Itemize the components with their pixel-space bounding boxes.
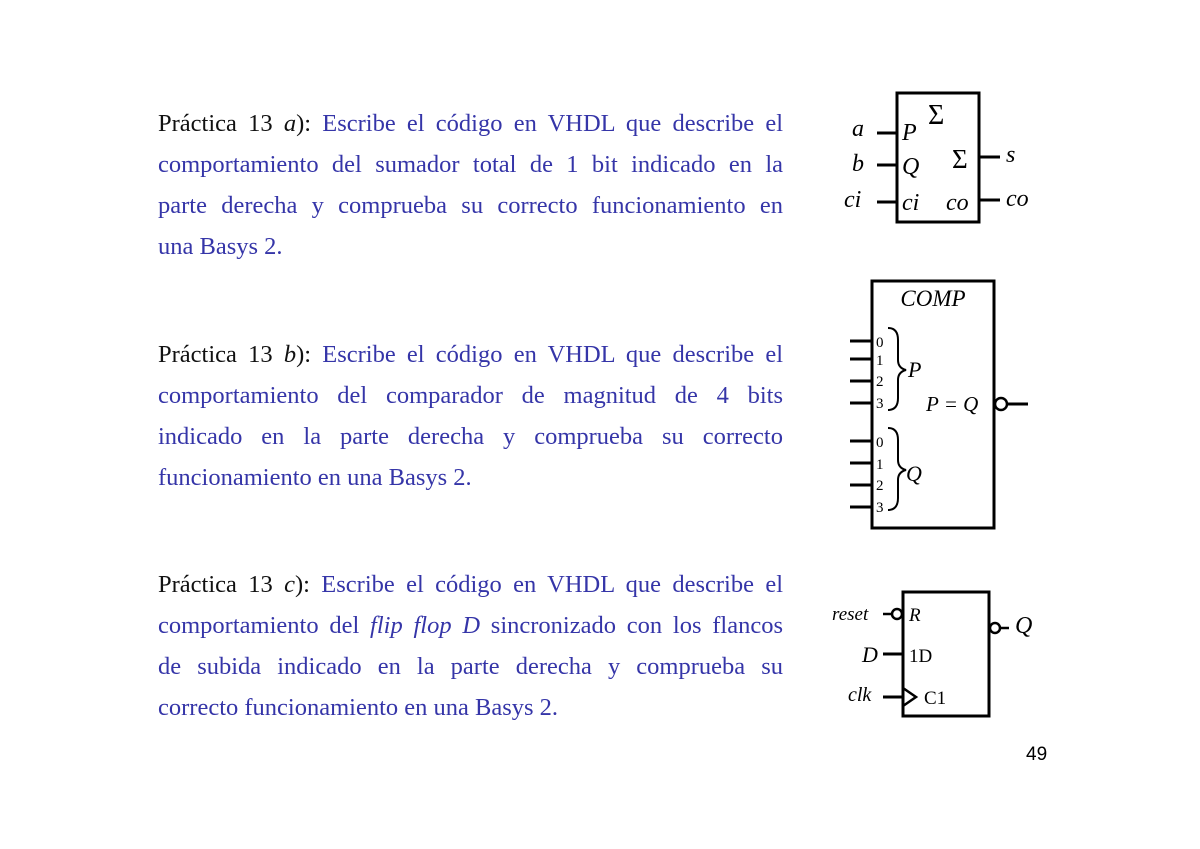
- comparator-output-label: P = Q: [926, 392, 979, 416]
- practice-c-label: Práctica 13 c):: [158, 571, 310, 598]
- full-adder-diagram: [844, 93, 1029, 222]
- flipflop-clock-triangle: [903, 688, 916, 706]
- flipflop-reset-bubble: [892, 609, 902, 619]
- practice-b-line-3: indicado en la parte derecha y comprueba su correcto: [158, 423, 783, 450]
- page-number: 49: [1026, 744, 1048, 765]
- practice-a-line-1: Práctica 13 a): Escribe el código en VHDL que describe el: [158, 110, 784, 137]
- flipflop-diagram: [832, 592, 1032, 716]
- practice-a-label: Práctica 13 a):: [158, 110, 312, 137]
- adder-input-b: b: [852, 151, 864, 177]
- adder-pin-q: Q: [902, 154, 920, 180]
- flipflop-input-clk: clk: [848, 684, 872, 706]
- practice-c-line-3: de subida indicado en la parte derecha y comprueba su: [158, 653, 783, 680]
- flip-flop-term: flip flop D: [370, 612, 481, 639]
- flipflop-input-d: D: [862, 642, 878, 667]
- comparator-q-bit-2: 2: [876, 478, 884, 494]
- adder-pin-p: P: [902, 120, 917, 146]
- adder-sigma-title: Σ: [928, 100, 945, 131]
- comparator-title: COMP: [900, 286, 966, 311]
- adder-pin-sigma: Σ: [952, 144, 968, 174]
- flipflop-pin-c: C1: [924, 688, 947, 709]
- comparator-p-bit-1: 1: [876, 353, 884, 369]
- comparator-brace-q: [888, 428, 906, 510]
- adder-pin-ci: ci: [902, 190, 920, 216]
- flipflop-pin-r: R: [909, 605, 921, 626]
- practice-a-line-3: parte derecha y comprueba su correcto funcionamiento en: [158, 192, 783, 219]
- adder-input-ci: ci: [844, 187, 862, 213]
- flipflop-pin-d: 1D: [909, 646, 933, 667]
- adder-output-s: s: [1006, 142, 1016, 168]
- comparator-q-bit-1: 1: [876, 457, 884, 473]
- practice-c-line-2: comportamiento del flip flop D sincronizado con los flancos: [158, 612, 783, 639]
- comparator-p-bit-2: 2: [876, 374, 884, 390]
- flipflop-output-bubble: [990, 623, 1000, 633]
- practice-a-line-4: una Basys 2.: [158, 233, 283, 260]
- flipflop-input-reset: reset: [832, 604, 869, 625]
- comparator-q-bit-3: 3: [876, 500, 884, 516]
- comparator-p-bit-3: 3: [876, 396, 884, 412]
- adder-output-co: co: [1006, 186, 1029, 212]
- adder-pin-co: co: [946, 190, 969, 216]
- comparator-p-label: P: [908, 357, 922, 382]
- comparator-output-bubble: [995, 398, 1007, 410]
- practice-c-line-4: correcto funcionamiento en una Basys 2.: [158, 694, 559, 721]
- comparator-brace-p: [888, 328, 906, 410]
- comparator-p-bit-0: 0: [876, 335, 884, 351]
- practice-b-label: Práctica 13 b):: [158, 341, 312, 368]
- practice-b-line-2: comportamiento del comparador de magnitud de 4 bits: [158, 382, 783, 409]
- comparator-q-label: Q: [906, 461, 922, 486]
- flipflop-output-q: Q: [1015, 613, 1033, 639]
- comparator-diagram: [850, 281, 1028, 528]
- practice-b-line-1: Práctica 13 b): Escribe el código en VHDL que describe el: [158, 341, 784, 368]
- comparator-q-bit-0: 0: [876, 435, 884, 451]
- practice-b-line-4: funcionamiento en una Basys 2.: [158, 464, 472, 491]
- practice-c-line-1: Práctica 13 c): Escribe el código en VHDL que describe el: [158, 571, 783, 598]
- practice-a-line-2: comportamiento del sumador total de 1 bit indicado en la: [158, 151, 783, 178]
- adder-input-a: a: [852, 116, 864, 142]
